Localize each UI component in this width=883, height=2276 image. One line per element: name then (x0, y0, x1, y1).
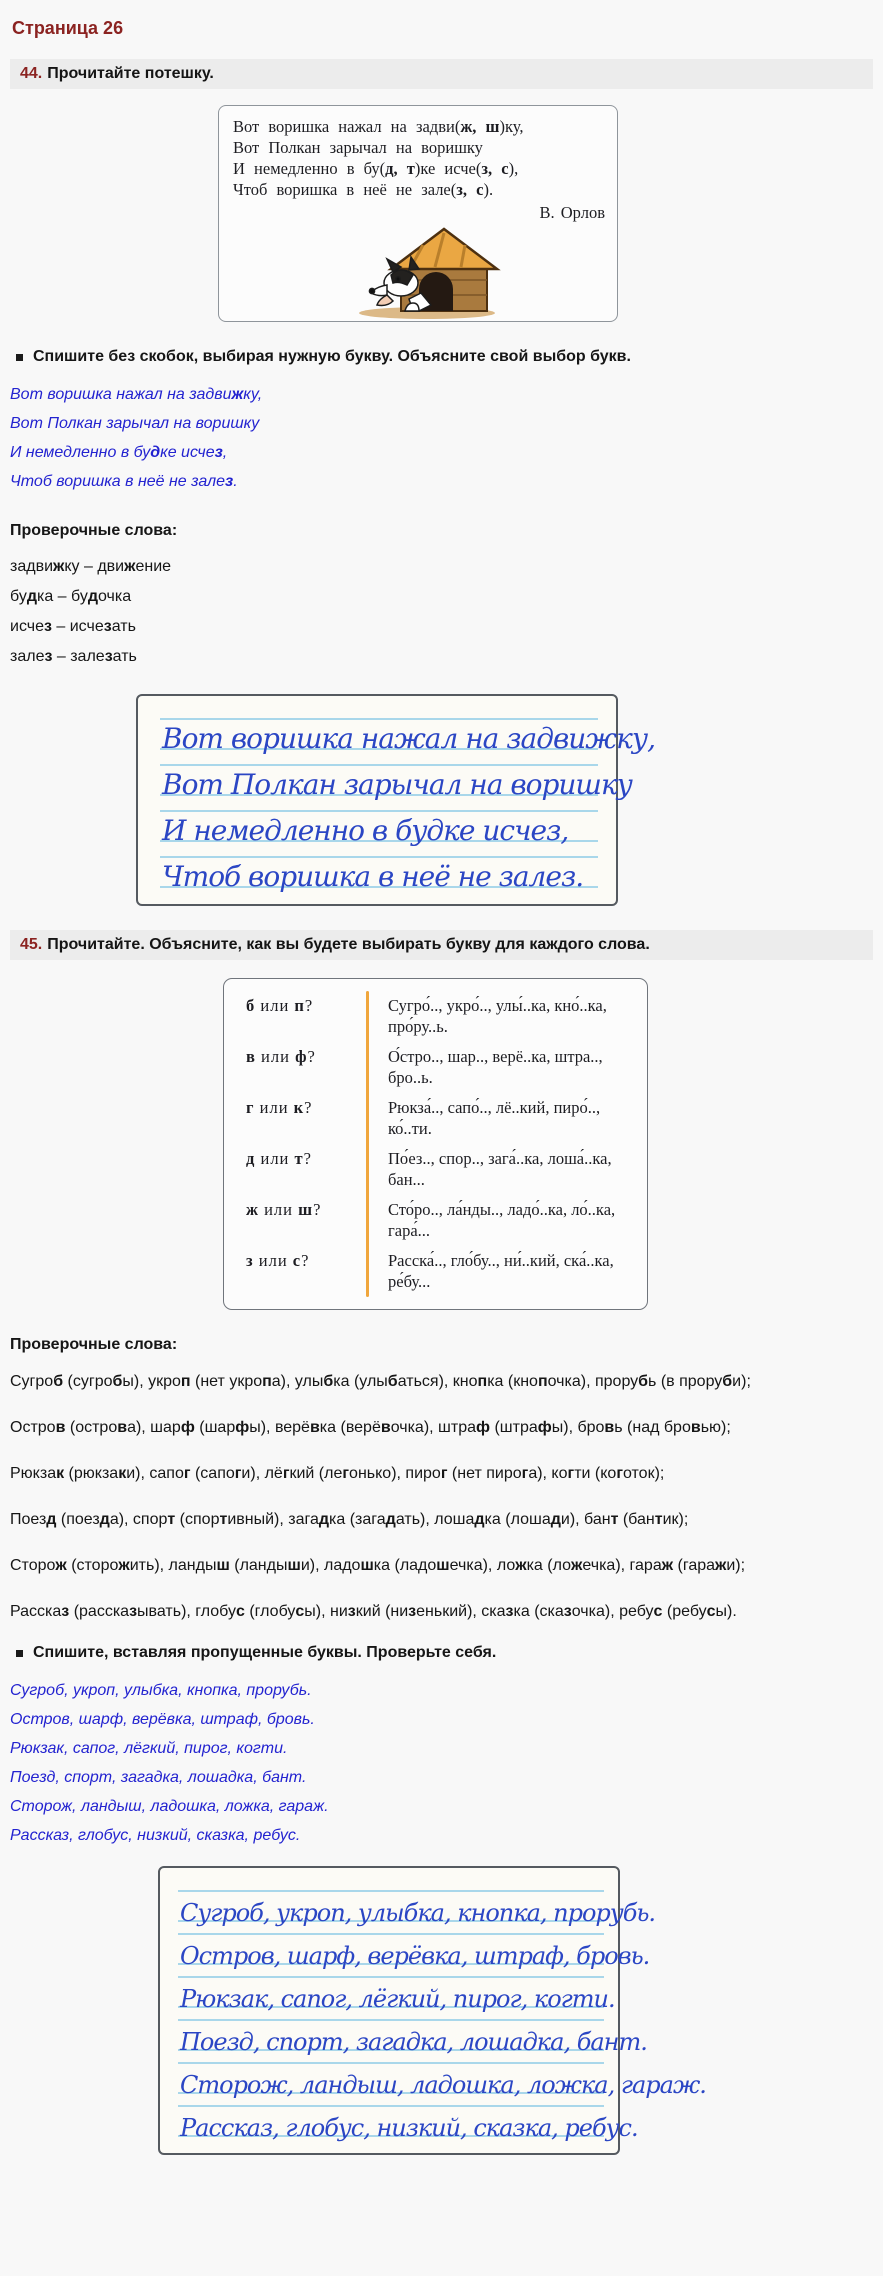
table-row (224, 1250, 647, 1292)
answer-line: Рюкзак, сапог, лёгкий, пирог, когти. (10, 1740, 288, 1757)
handwriting-image-45 (158, 1866, 706, 2155)
handwriting-line (178, 2062, 706, 2099)
answer-line: Поезд, спорт, загадка, лошадка, бант. (10, 1769, 307, 1786)
words-with-gaps: Сто́ро.., ла́нды.., ладо́..ка, ло́..ка, гара́... (388, 1200, 616, 1240)
check-word-pair: исчез – исчезать (10, 618, 136, 635)
check-paragraph: Сугроб (сугробы), укроп (нет укропа), улыбка (улыбаться), кнопка (кнопочка), прорубь (в проруби); (10, 1373, 751, 1390)
check-paragraph: Рюкзак (рюкзаки), сапог (сапоги), лёгкий (легонько), пирог (нет пирога), когти (коготок); (10, 1465, 665, 1482)
poem-line: Вот воришка нажал на задви(ж, ш)ку, (233, 117, 524, 136)
poem-lines (233, 116, 605, 200)
poem-author: В. Орлов (539, 203, 605, 222)
exercise-45 (10, 930, 873, 2155)
answers-44 (10, 380, 873, 496)
handwriting-text: И немедленно в будке исчез, (162, 814, 569, 847)
exercise-44 (10, 59, 873, 906)
answer-line: Вот Полкан зарычал на воришку (10, 415, 260, 432)
letter-choice: ж или ш? (246, 1200, 322, 1219)
dog-and-doghouse-illustration (335, 223, 503, 319)
poem-line: И немедленно в бу(д, т)ке исче(з, с), (233, 159, 519, 178)
handwriting-line (178, 2105, 638, 2142)
check-paragraph: Остров (острова), шарф (шарфы), верёвка (верёвочка), штраф (штрафы), бровь (над бровью); (10, 1419, 731, 1436)
table-row (224, 1199, 647, 1241)
handwriting-line (160, 764, 632, 801)
handwriting-line (178, 1890, 656, 1927)
handwriting-text: Рюкзак, сапог, лёгкий, пирог, когти. (180, 1985, 615, 2013)
square-bullet-icon (16, 354, 23, 361)
handwriting-text: Сторож, ландыш, ладошка, ложка, гараж. (180, 2071, 706, 2099)
letter-choice: з или с? (246, 1251, 310, 1270)
letter-choice-table (223, 978, 648, 1310)
table-rows (224, 995, 647, 1292)
words-with-gaps: По́ез.., спор.., зага́..ка, лоша́..ка, бан... (388, 1149, 612, 1189)
check-paragraph: Поезд (поезда), спорт (спортивный), загадка (загадать), лошадка (лошади), бант (бантик); (10, 1511, 689, 1528)
handwriting-line (178, 1933, 650, 1970)
handwriting-line (178, 1976, 615, 2013)
answer-line: И немедленно в будке исчез, (10, 444, 228, 461)
exercise-45-header (10, 930, 873, 960)
handwriting-text: Рассказ, глобус, низкий, сказка, ребус. (180, 2114, 638, 2142)
words-with-gaps: Сугро́.., укро́.., улы́..ка, кно́..ка, про́ру..ь. (388, 996, 607, 1036)
check-word-pair: будка – будочка (10, 588, 132, 605)
answer-line: Вот воришка нажал на задвижку, (10, 386, 263, 403)
handwriting-text: Остров, шарф, верёвка, штраф, бровь. (180, 1942, 650, 1970)
words-with-gaps: Расска́.., гло́бу.., ни́..кий, ска́..ка, ре́бу... (388, 1251, 614, 1291)
table-row (224, 1148, 647, 1190)
check-paragraph: Сторож (сторожить), ландыш (ландыши), ладошка (ладошечка), ложка (ложечка), гараж (гаражи); (10, 1557, 746, 1574)
handwriting-text: Поезд, спорт, загадка, лошадка, бант. (180, 2028, 647, 2056)
check-word-pair: задвижку – движение (10, 558, 172, 575)
table-row (224, 995, 647, 1037)
letter-choice: б или п? (246, 996, 314, 1015)
poem-line: Чтоб воришка в неё не зале(з, с). (233, 180, 494, 199)
check-words-heading-45: Проверочные слова: (10, 1336, 178, 1353)
answer-line: Сугроб, укроп, улыбка, кнопка, прорубь. (10, 1682, 312, 1699)
task-44 (16, 348, 873, 366)
answer-line: Чтоб воришка в неё не залез. (10, 473, 238, 490)
handwriting-text: Чтоб воришка в неё не залез. (162, 860, 584, 893)
check-word-pair: залез – залезать (10, 648, 137, 665)
exercise-44-header (10, 59, 873, 89)
table-row (224, 1046, 647, 1088)
check-words-44 (10, 552, 873, 672)
handwriting-line (160, 810, 598, 847)
words-with-gaps: О́стро.., шар.., верё..ка, штра.., бро..ь. (388, 1047, 603, 1087)
exercise-44-title: Прочитайте потешку. (47, 65, 214, 82)
exercise-45-title: Прочитайте. Объясните, как вы будете выбирать букву для каждого слова. (47, 936, 650, 953)
handwriting-line (160, 718, 655, 755)
letter-choice: д или т? (246, 1149, 312, 1168)
exercise-44-number: 44. (20, 65, 43, 82)
handwriting-text: Сугроб, укроп, улыбка, кнопка, прорубь. (180, 1899, 656, 1927)
poem-box (218, 105, 618, 322)
square-bullet-icon (16, 1650, 23, 1657)
answer-line: Остров, шарф, верёвка, штраф, бровь. (10, 1711, 315, 1728)
task-44-text: Спишите без скобок, выбирая нужную букву. Объясните свой выбор букв. (33, 348, 631, 365)
task-45-text: Спишите, вставляя пропущенные буквы. Проверьте себя. (33, 1644, 497, 1661)
handwriting-line (160, 856, 598, 893)
handwriting-text: Вот Полкан зарычал на воришку (162, 768, 632, 801)
check-paragraph: Рассказ (рассказывать), глобус (глобусы), низкий (низенький), сказка (сказочка), ребус (ребусы). (10, 1603, 737, 1620)
check-words-heading-44: Проверочные слова: (10, 522, 178, 539)
poem-line: Вот Полкан зарычал на воришку (233, 138, 483, 157)
letter-choice: в или ф? (246, 1047, 316, 1066)
handwriting-text: Вот воришка нажал на задвижку, (162, 722, 655, 755)
letter-choice: г или к? (246, 1098, 313, 1117)
words-with-gaps: Рюкза́.., сапо́.., лё..кий, пиро́.., ко́..ти. (388, 1098, 601, 1138)
task-45 (16, 1644, 873, 1662)
table-divider-line (366, 991, 369, 1297)
handwriting-line (178, 2019, 647, 2056)
exercise-45-number: 45. (20, 936, 43, 953)
answers-45 (10, 1676, 873, 1850)
answer-line: Рассказ, глобус, низкий, сказка, ребус. (10, 1827, 301, 1844)
table-row (224, 1097, 647, 1139)
check-words-45 (10, 1368, 862, 1626)
handwriting-image-44 (136, 694, 655, 906)
answer-line: Сторож, ландыш, ладошка, ложка, гараж. (10, 1798, 329, 1815)
page-title: Страница 26 (12, 18, 124, 38)
